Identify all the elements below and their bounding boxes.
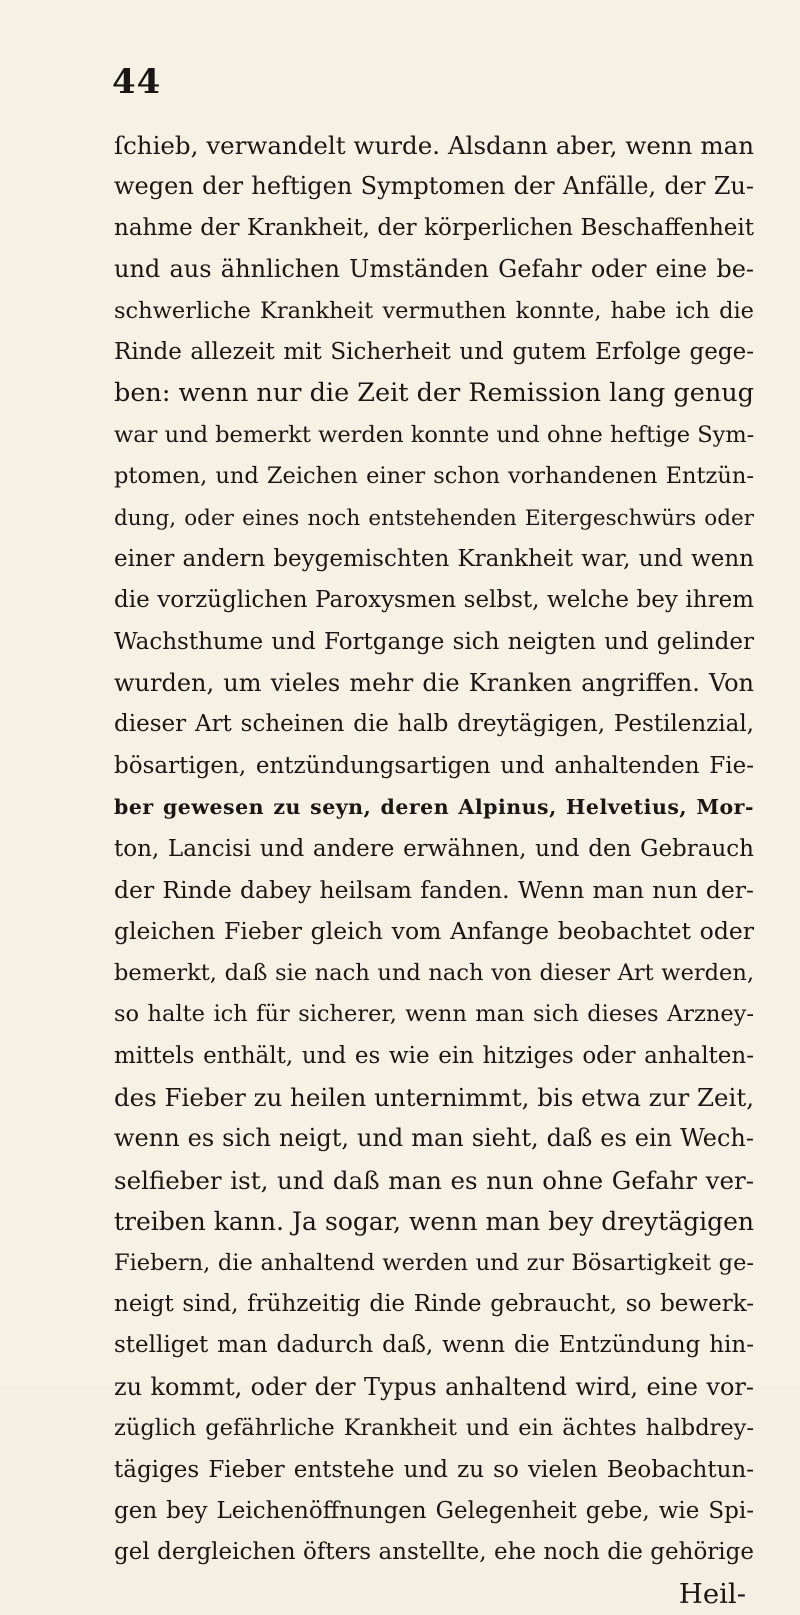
text-line: wegen der heftigen Symptomen der Anfälle, der Zu-: [114, 172, 754, 201]
catchword: Heil-: [678, 1577, 746, 1610]
text-line: gleichen Fieber gleich vom Anfange beobachtet oder: [114, 917, 754, 946]
text-line: Rinde allezeit mit Sicherheit und gutem Erfolge gege-: [114, 338, 754, 365]
text-line: wenn es sich neigt, und man sieht, daß es ein Wech-: [114, 1124, 754, 1153]
text-line: treiben kann. Ja sogar, wenn man bey dreytägigen: [114, 1207, 754, 1237]
text-line: Wachsthume und Fortgange sich neigten und gelinder: [114, 628, 754, 655]
text-line: schwerliche Krankheit vermuthen konnte, habe ich die: [114, 297, 754, 324]
text-line: ton, Lancisi und andere erwähnen, und den Gebrauch: [114, 835, 754, 862]
text-line: wurden, um vieles mehr die Kranken angriffen. Von: [114, 669, 754, 698]
text-line: einer andern beygemischten Krankheit war, und wenn: [114, 545, 754, 572]
text-line: gel dergleichen öfters anstellte, ehe noch die gehörige: [114, 1539, 754, 1566]
text-line: die vorzüglichen Paroxysmen selbst, welche bey ihrem: [114, 587, 754, 614]
text-line: Fiebern, die anhaltend werden und zur Bösartigkeit ge-: [114, 1249, 754, 1276]
text-line: ber gewesen zu seyn, deren Alpinus, Helvetius, Mor-: [114, 795, 754, 820]
text-line: selfieber ist, und daß man es nun ohne Gefahr ver-: [114, 1165, 754, 1195]
page-number: 44: [112, 62, 162, 102]
text-line: stelliget man dadurch daß, wenn die Entzündung hin-: [114, 1332, 754, 1359]
text-line: war und bemerkt werden konnte und ohne heftige Sym-: [114, 421, 754, 448]
text-line: der Rinde dabey heilsam fanden. Wenn man nun der-: [114, 876, 754, 905]
text-line: ſchieb, verwandelt wurde. Alsdann aber, wenn man: [114, 131, 754, 160]
text-line: dung, oder eines noch entstehenden Eitergeschwürs oder: [114, 505, 754, 531]
text-line: ptomen, und Zeichen einer schon vorhandenen Entzün-: [114, 463, 754, 490]
text-line: dieser Art scheinen die halb dreytägigen, Pestilenzial,: [114, 711, 754, 738]
text-line: bösartigen, entzündungsartigen und anhaltenden Fie-: [114, 752, 754, 779]
text-line: gen bey Leichenöffnungen Gelegenheit gebe, wie Spi-: [114, 1497, 754, 1524]
text-line: des Fieber zu heilen unternimmt, bis etwa zur Zeit,: [114, 1082, 754, 1112]
text-line: züglich gefährliche Krankheit und ein ächtes halbdrey-: [114, 1415, 754, 1442]
text-line: mittels enthält, und es wie ein hitziges oder anhalten-: [114, 1042, 754, 1069]
text-line: tägiges Fieber entstehe und zu so vielen Beobachtun-: [114, 1456, 754, 1483]
text-line: ben: wenn nur die Zeit der Remission lang genug: [114, 378, 754, 409]
text-line: nahme der Krankheit, der körperlichen Beschaffenheit: [114, 214, 754, 241]
text-line: zu kommt, oder der Typus anhaltend wird, eine vor-: [114, 1372, 754, 1401]
body-text: [114, 125, 754, 1615]
text-line: so halte ich für sicherer, wenn man sich dieses Arzney-: [114, 1001, 754, 1028]
text-line: und aus ähnlichen Umständen Gefahr oder eine be-: [114, 255, 754, 284]
text-line: bemerkt, daß sie nach und nach von dieser Art werden,: [114, 959, 754, 986]
text-line: neigt sind, frühzeitig die Rinde gebraucht, so bewerk-: [114, 1290, 754, 1317]
